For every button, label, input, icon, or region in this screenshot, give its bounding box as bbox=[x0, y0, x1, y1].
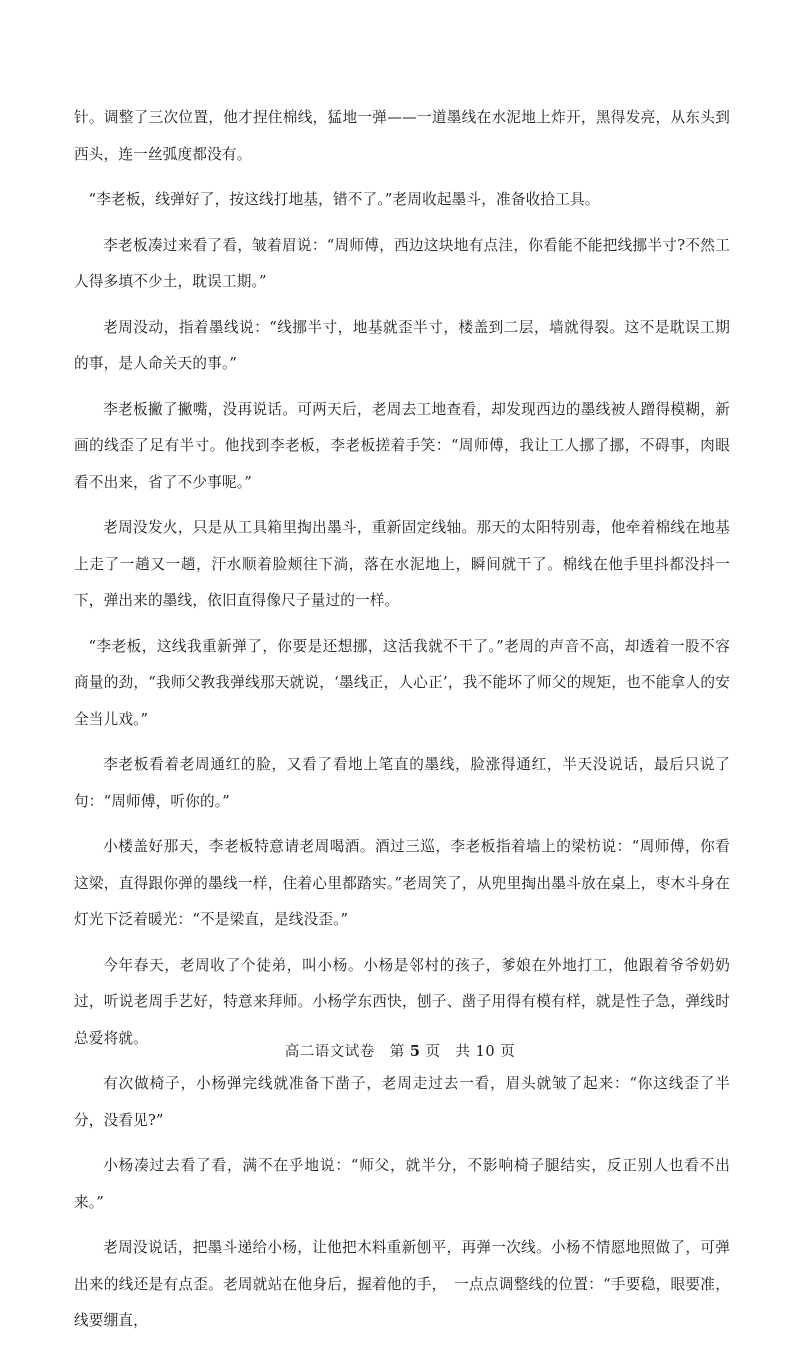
document-body bbox=[74, 100, 730, 1349]
paragraph: 李老板凑过来看了看，皱着眉说：“周师傅，西边这块地有点洼，你看能不能把线挪半寸?不然工人得多填不少土，耽误工期。” bbox=[74, 236, 730, 290]
footer-middle: 页 共 bbox=[420, 1044, 476, 1060]
paragraph: “李老板，这线我重新弹了，你要是还想挪，这活我就不干了。”老周的声音不高，却透着一股不容商量的劲，“我师父教我弹线那天就说，‘墨线正，人心正’，我不能坏了师父的规矩，也不能拿人的安全当儿戏。” bbox=[74, 637, 730, 728]
paragraph: 老周没发火，只是从工具箱里掏出墨斗，重新固定线轴。那天的太阳特别毒，他牵着棉线在地基上走了一趟又一趟，汗水顺着脸颊往下淌，落在水泥地上，瞬间就干了。棉线在他手里抖都没抖一下，弹出来的墨线，依旧直得像尺子量过的一样。 bbox=[74, 519, 730, 609]
footer-suffix: 页 bbox=[495, 1044, 516, 1060]
footer-prefix: 高二语文试卷 第 bbox=[284, 1044, 410, 1060]
paragraph: 针。调整了三次位置，他才捏住棉线，猛地一弹——一道墨线在水泥地上炸开，黑得发亮，从东头到西头，连一丝弧度都没有。 bbox=[74, 109, 730, 163]
paragraph: 小楼盖好那天，李老板特意请老周喝酒。酒过三巡，李老板指着墙上的梁枋说：“周师傅，你看这梁，直得跟你弹的墨线一样，住着心里都踏实。”老周笑了，从兜里掏出墨斗放在桌上，枣木斗身在灯光下泛着暖光：“不是梁直，是线没歪。” bbox=[74, 838, 730, 928]
paragraph: 有次做椅子，小杨弹完线就准备下凿子，老周走过去一看，眉头就皱了起来：“你这线歪了半分，没看见?” bbox=[74, 1075, 730, 1129]
paragraph: 小杨凑过去看了看，满不在乎地说：“师父，就半分，不影响椅子腿结实，反正别人也看不出来。” bbox=[74, 1157, 730, 1211]
paragraph: 老周没说话，把墨斗递给小杨，让他把木料重新刨平，再弹一次线。小杨不情愿地照做了，可弹出来的线还是有点歪。老周就站在他身后，握着他的手， 一点点调整线的位置：“手要稳，眼要准，线要绷直， bbox=[74, 1239, 730, 1329]
paragraph: 今年春天，老周收了个徒弟，叫小杨。小杨是邻村的孩子，爹娘在外地打工，他跟着爷爷奶奶过，听说老周手艺好，特意来拜师。小杨学东西快，刨子、凿子用得有模有样，就是性子急，弹线时总爱将就。 bbox=[74, 956, 730, 1047]
paragraph: 李老板撇了撇嘴，没再说话。可两天后，老周去工地查看，却发现西边的墨线被人蹭得模糊，新画的线歪了足有半寸。他找到李老板，李老板搓着手笑：“周师傅，我让工人挪了挪，不碍事，肉眼看不出来，省了不少事呢。” bbox=[74, 400, 730, 491]
footer-page-number: 5 bbox=[409, 1043, 421, 1060]
paragraph: “李老板，线弹好了，按这线打地基，错不了。”老周收起墨斗，准备收拾工具。 bbox=[88, 191, 600, 208]
footer-total-pages: 10 bbox=[475, 1044, 496, 1060]
page-footer bbox=[0, 1040, 800, 1061]
paragraph: 老周没动，指着墨线说：“线挪半寸，地基就歪半寸，楼盖到二层，墙就得裂。这不是耽误工期的事，是人命关天的事。” bbox=[74, 318, 730, 372]
paragraph: 李老板看着老周通红的脸，又看了看地上笔直的墨线，脸涨得通红，半天没说话，最后只说了句：“周师傅，听你的。” bbox=[74, 756, 730, 810]
